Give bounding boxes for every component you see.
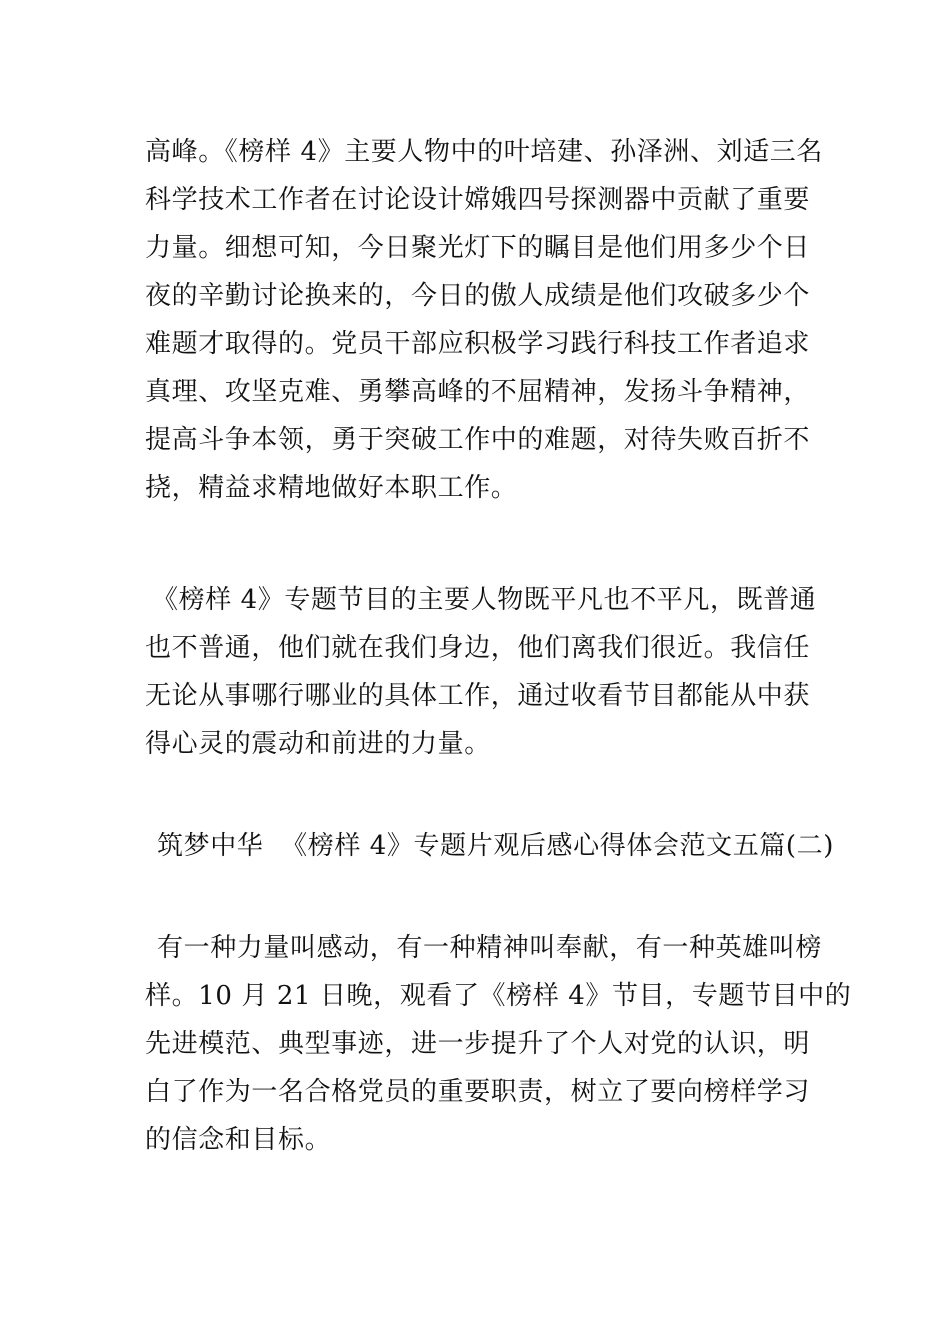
- paragraph-line: 也不普通，他们就在我们身边，他们离我们很近。我信任: [145, 633, 811, 663]
- paragraph-line: 得心灵的震动和前进的力量。: [145, 729, 491, 759]
- paragraph-line: 《榜样 4》专题节目的主要人物既平凡也不平凡，既普通: [152, 585, 817, 615]
- paragraph-line: 夜的辛勤讨论换来的，今日的傲人成绩是他们攻破多少个: [145, 281, 811, 311]
- paragraph-line: 的信念和目标。: [145, 1125, 332, 1155]
- paragraph-line: 无论从事哪行哪业的具体工作，通过收看节目都能从中获: [145, 681, 811, 711]
- paragraph-line: 白了作为一名合格党员的重要职责，树立了要向榜样学习: [145, 1077, 811, 1107]
- paragraph-line: 样。10 月 21 日晚，观看了《榜样 4》节目，专题节目中的: [145, 981, 852, 1011]
- paragraph-line: 难题才取得的。党员干部应积极学习践行科技工作者追求: [145, 329, 811, 359]
- paragraph-line: 真理、攻坚克难、勇攀高峰的不屈精神，发扬斗争精神，: [145, 377, 811, 407]
- paragraph-line: 力量。细想可知，今日聚光灯下的瞩目是他们用多少个日: [145, 233, 811, 263]
- paragraph-line: 有一种力量叫感动，有一种精神叫奉献，有一种英雄叫榜: [157, 933, 823, 963]
- paragraph-line: 挠，精益求精地做好本职工作。: [145, 473, 518, 503]
- paragraph-line: 先进模范、典型事迹，进一步提升了个人对党的认识，明: [145, 1029, 811, 1059]
- paragraph-line: 提高斗争本领，勇于突破工作中的难题，对待失败百折不: [145, 425, 811, 455]
- paragraph-line: 高峰。《榜样 4》主要人物中的叶培建、孙泽洲、刘适三名: [145, 137, 824, 167]
- paragraph-line: 科学技术工作者在讨论设计嫦娥四号探测器中贡献了重要: [145, 185, 811, 215]
- section-heading: 筑梦中华 《榜样 4》专题片观后感心得体会范文五篇(二): [157, 831, 835, 861]
